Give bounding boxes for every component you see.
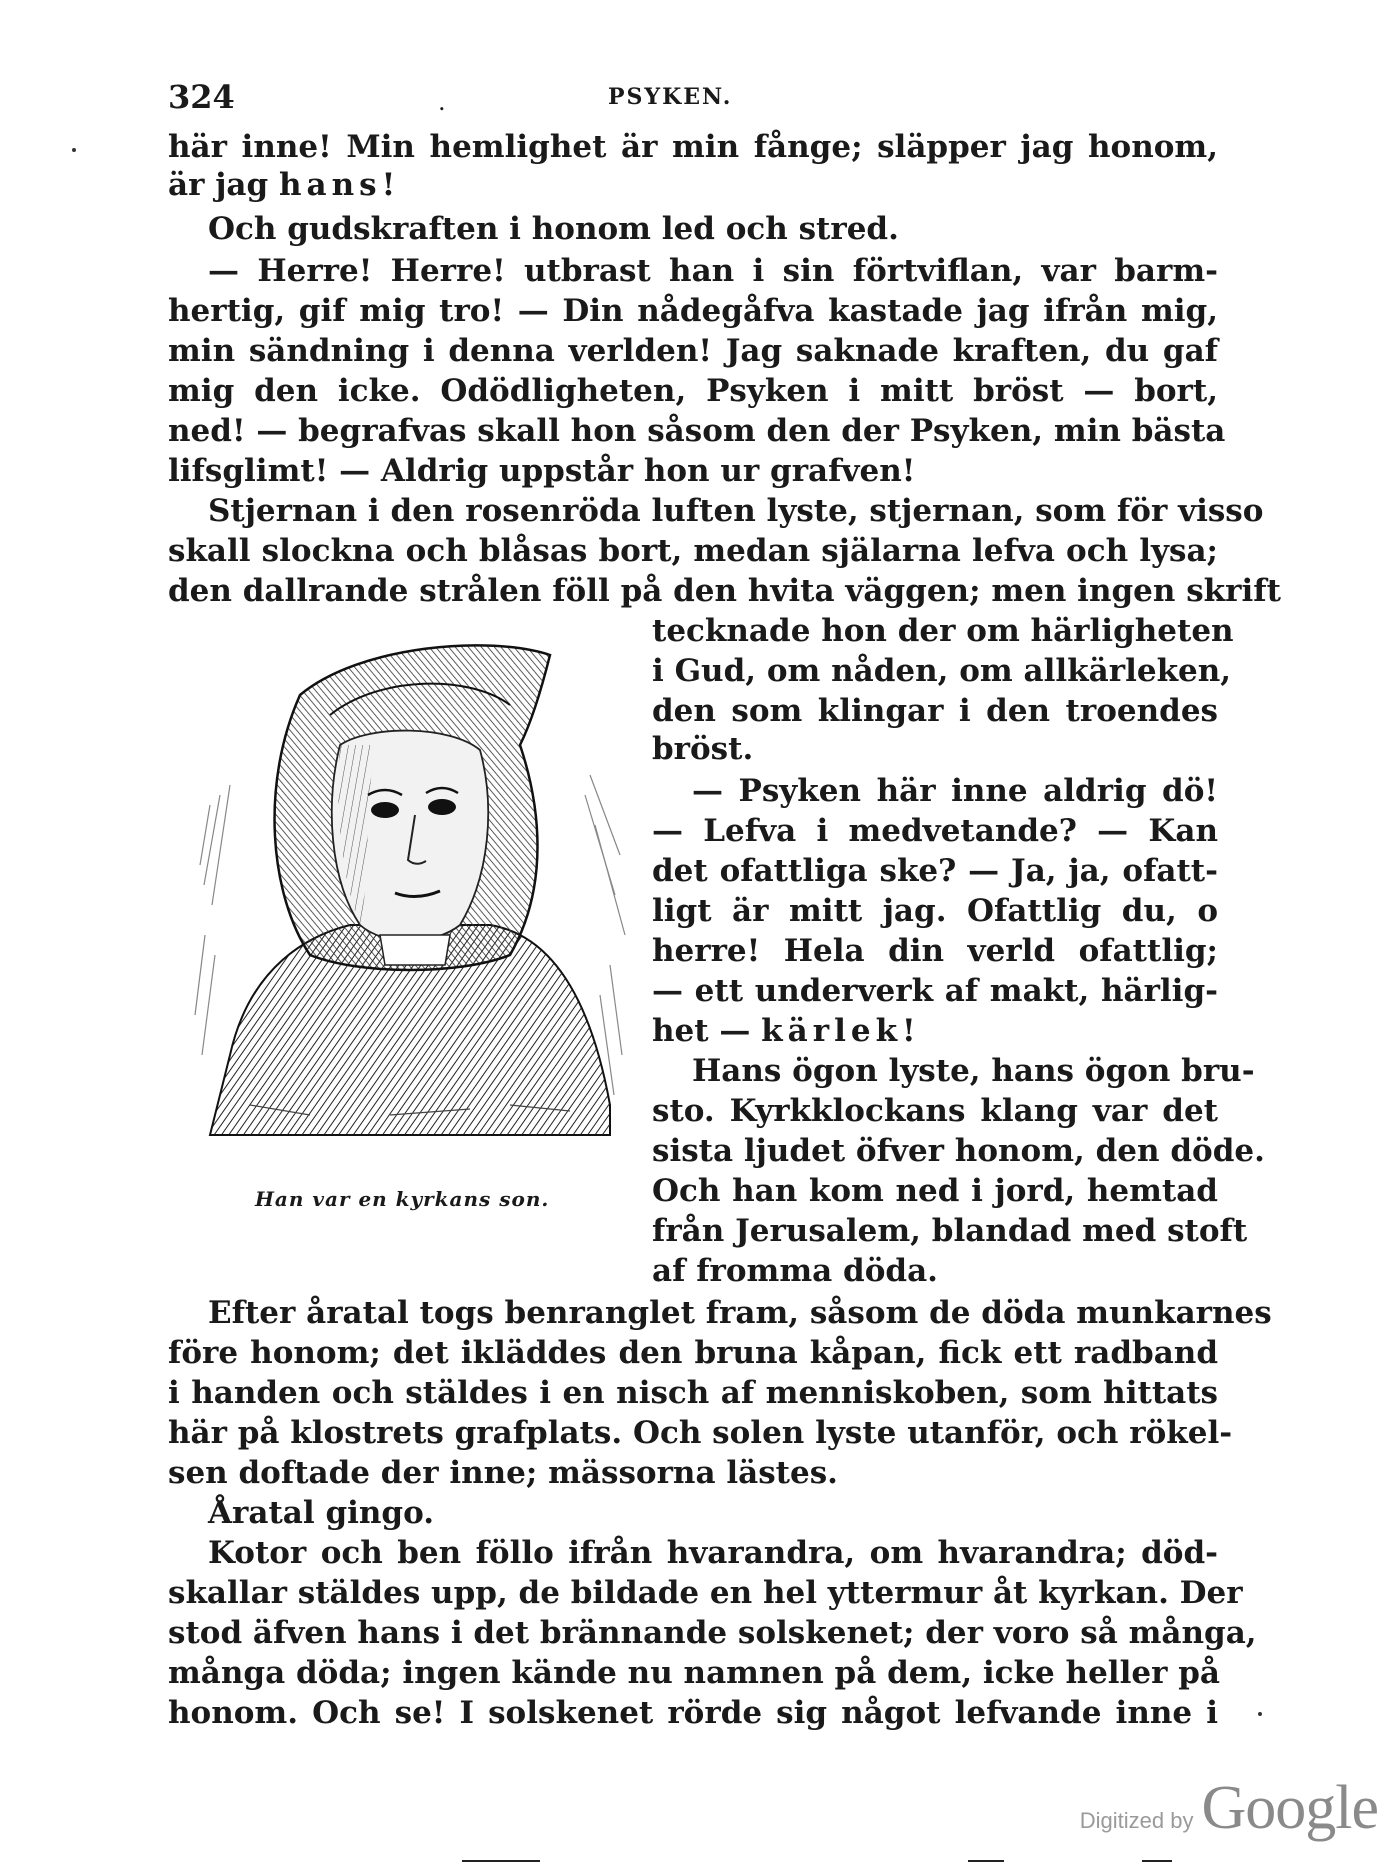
- text-line: många döda; ingen kände nu namnen på dem, icke heller på: [168, 1655, 1220, 1691]
- text-line: i Gud, om nåden, om allkärleken,: [652, 653, 1232, 689]
- text-line: — Lefva i medvetande? — Kan: [652, 813, 1218, 849]
- text-line: Och gudskraften i honom led och stred.: [208, 211, 899, 247]
- text-line: stod äfven hans i det brännande solskenet; der voro så många,: [168, 1615, 1257, 1651]
- text-fragment: är jag: [168, 167, 269, 203]
- illustration-caption: Han var en kyrkans son.: [255, 1187, 550, 1211]
- text-line: den som klingar i den troendes: [652, 693, 1218, 729]
- scan-speck: [1258, 1712, 1262, 1716]
- text-line: ned! — begrafvas skall hon såsom den der Psyken, min bästa: [168, 413, 1226, 449]
- scan-speck: [72, 148, 76, 152]
- spaced-emphasis: hans!: [279, 167, 401, 203]
- text-line: sen doftade der inne; mässorna lästes.: [168, 1455, 838, 1491]
- text-line: — ett underverk af makt, härlig-: [652, 973, 1218, 1009]
- text-line: af fromma döda.: [652, 1253, 938, 1289]
- header-dot: .: [438, 88, 446, 116]
- text-line: — Psyken här inne aldrig dö!: [692, 773, 1218, 809]
- text-line: skall slockna och blåsas bort, medan själarna lefva och lysa;: [168, 533, 1218, 569]
- text-line: honom. Och se! I solskenet rörde sig något lefvande inne i: [168, 1695, 1218, 1731]
- text-line: här på klostrets grafplats. Och solen lyste utanför, och rökel-: [168, 1415, 1233, 1451]
- text-line: herre! Hela din verld ofattlig;: [652, 933, 1218, 969]
- hooded-boy-engraving-icon: [190, 635, 630, 1165]
- text-line: sista ljudet öfver honom, den döde.: [652, 1133, 1265, 1169]
- text-line: det ofattliga ske? — Ja, ja, ofatt-: [652, 853, 1218, 889]
- text-line: den dallrande strålen föll på den hvita väggen; men ingen skrift: [168, 573, 1281, 609]
- text-line: hertig, gif mig tro! — Din nådegåfva kastade jag ifrån mig,: [168, 293, 1218, 329]
- google-logo: Google: [1201, 1774, 1378, 1842]
- text-line: i handen och stäldes i en nisch af menniskoben, som hittats: [168, 1375, 1218, 1411]
- footer-rule: [1142, 1860, 1172, 1862]
- text-line: Efter åratal togs benranglet fram, såsom de döda munkarnes: [208, 1295, 1272, 1331]
- page-header: [168, 78, 1218, 118]
- text-line: [652, 1012, 921, 1050]
- text-line: tecknade hon der om härligheten: [652, 613, 1234, 649]
- spaced-emphasis: kärlek!: [761, 1013, 921, 1049]
- watermark-prefix: Digitized by: [1079, 1808, 1194, 1833]
- text-line: sto. Kyrkklockans klang var det: [652, 1093, 1218, 1129]
- text-line: från Jerusalem, blandad med stoft: [652, 1213, 1248, 1249]
- text-line: — Herre! Herre! utbrast han i sin förtviflan, var barm-: [208, 253, 1218, 289]
- text-line: ligt är mitt jag. Ofattlig du, o: [652, 893, 1218, 929]
- text-line: mig den icke. Odödligheten, Psyken i mitt bröst — bort,: [168, 373, 1218, 409]
- text-line: före honom; det ikläddes den bruna kåpan, fick ett radband: [168, 1335, 1218, 1371]
- text-line: skallar stäldes upp, de bildade en hel yttermur åt kyrkan. Der: [168, 1575, 1243, 1611]
- text-line: Åratal gingo.: [208, 1495, 435, 1531]
- text-line: här inne! Min hemlighet är min fånge; släpper jag honom,: [168, 129, 1218, 165]
- page-number: 324: [168, 78, 235, 116]
- text-line: min sändning i denna verlden! Jag saknade kraften, du gaf: [168, 333, 1218, 369]
- text-line: [168, 166, 400, 204]
- footer-rule: [968, 1860, 1004, 1862]
- running-head: PSYKEN.: [608, 84, 733, 110]
- text-line: Och han kom ned i jord, hemtad: [652, 1173, 1218, 1209]
- text-line: Kotor och ben föllo ifrån hvarandra, om hvarandra; död-: [208, 1535, 1218, 1571]
- text-line: bröst.: [652, 731, 754, 767]
- digitized-watermark: [1080, 1773, 1378, 1844]
- text-fragment: het —: [652, 1013, 751, 1049]
- footer-rule: [462, 1860, 540, 1862]
- text-line: Hans ögon lyste, hans ögon bru-: [692, 1053, 1255, 1089]
- text-line: Stjernan i den rosenröda luften lyste, stjernan, som för visso: [208, 493, 1264, 529]
- text-line: lifsglimt! — Aldrig uppstår hon ur grafven!: [168, 453, 916, 489]
